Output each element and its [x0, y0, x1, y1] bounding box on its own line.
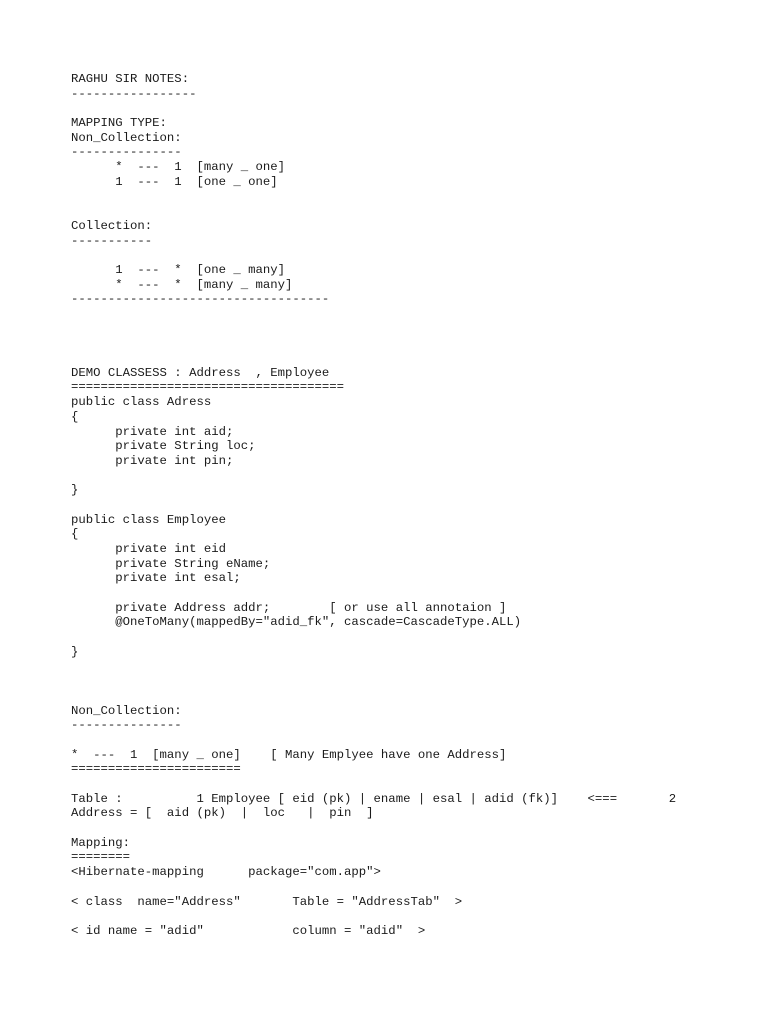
text-line: { [71, 527, 79, 542]
blank-line [71, 204, 751, 219]
blank-line [71, 307, 751, 322]
text-line: --------------- [71, 145, 182, 160]
blank-line [71, 322, 751, 337]
text-line: ===================================== [71, 380, 345, 395]
blank-line [71, 190, 751, 205]
text-line: Non_Collection: [71, 130, 182, 145]
text-line: private int eid [71, 542, 226, 556]
text-line: 1 --- * [one _ many] [71, 262, 286, 277]
text-line: <Hibernate-mapping package="com.app"> [71, 865, 381, 880]
text-line: Non_Collection: [71, 703, 182, 718]
blank-line [71, 101, 751, 116]
text-line: 1 --- 1 [one _ one] [71, 174, 278, 189]
text-line: private int pin; [71, 453, 234, 468]
text-line: private int aid; [71, 424, 234, 439]
text-line: * --- 1 [many _ one] [ Many Emplyee have one Address] [71, 747, 507, 762]
blank-line [71, 821, 751, 836]
text-line: private String loc; [71, 439, 256, 454]
text-line: private int esal; [71, 571, 241, 586]
blank-line [71, 689, 751, 704]
text-line: { [71, 409, 79, 424]
notes-text-body [71, 72, 751, 939]
text-line: * --- * [many _ many] [71, 277, 293, 292]
blank-line [71, 660, 751, 675]
text-line: Table : 1 Employee [ eid (pk) | ename | esal | adid (fk)] <=== 2 [71, 791, 677, 806]
text-line: RAGHU SIR NOTES: [71, 72, 190, 86]
text-line: Collection: [71, 218, 153, 233]
blank-line [71, 674, 751, 689]
blank-line [71, 909, 751, 924]
text-line: Mapping: [71, 835, 131, 850]
text-line: --------------- [71, 718, 182, 733]
text-line: ======================= [71, 762, 241, 777]
blank-line [71, 777, 751, 792]
text-line: } [71, 644, 79, 659]
blank-line [71, 880, 751, 895]
blank-line [71, 586, 751, 601]
text-line: * --- 1 [many _ one] [71, 160, 286, 175]
text-line: private Address addr; [ or use all annotaion ] [71, 600, 507, 615]
text-line: ======== [71, 850, 131, 865]
text-line: < id name = "adid" column = "adid" > [71, 923, 426, 938]
text-line: Address = [ aid (pk) | loc | pin ] [71, 806, 374, 821]
text-line: ----------------- [71, 86, 197, 101]
blank-line [71, 336, 751, 351]
text-line: ----------- [71, 233, 153, 248]
text-line: } [71, 483, 79, 498]
blank-line [71, 733, 751, 748]
text-line: DEMO CLASSESS : Address , Employee [71, 365, 330, 380]
text-line: ----------------------------------- [71, 292, 330, 307]
text-line: public class Employee [71, 512, 226, 527]
blank-line [71, 630, 751, 645]
blank-line [71, 248, 751, 263]
text-line: private String eName; [71, 556, 271, 571]
blank-line [71, 498, 751, 513]
blank-line [71, 351, 751, 366]
text-line: public class Adress [71, 395, 212, 410]
text-line: < class name="Address" Table = "AddressTab" > [71, 894, 463, 909]
blank-line [71, 469, 751, 484]
text-line: MAPPING TYPE: [71, 116, 167, 131]
text-line: @OneToMany(mappedBy="adid_fk", cascade=CascadeType.ALL) [71, 615, 522, 630]
